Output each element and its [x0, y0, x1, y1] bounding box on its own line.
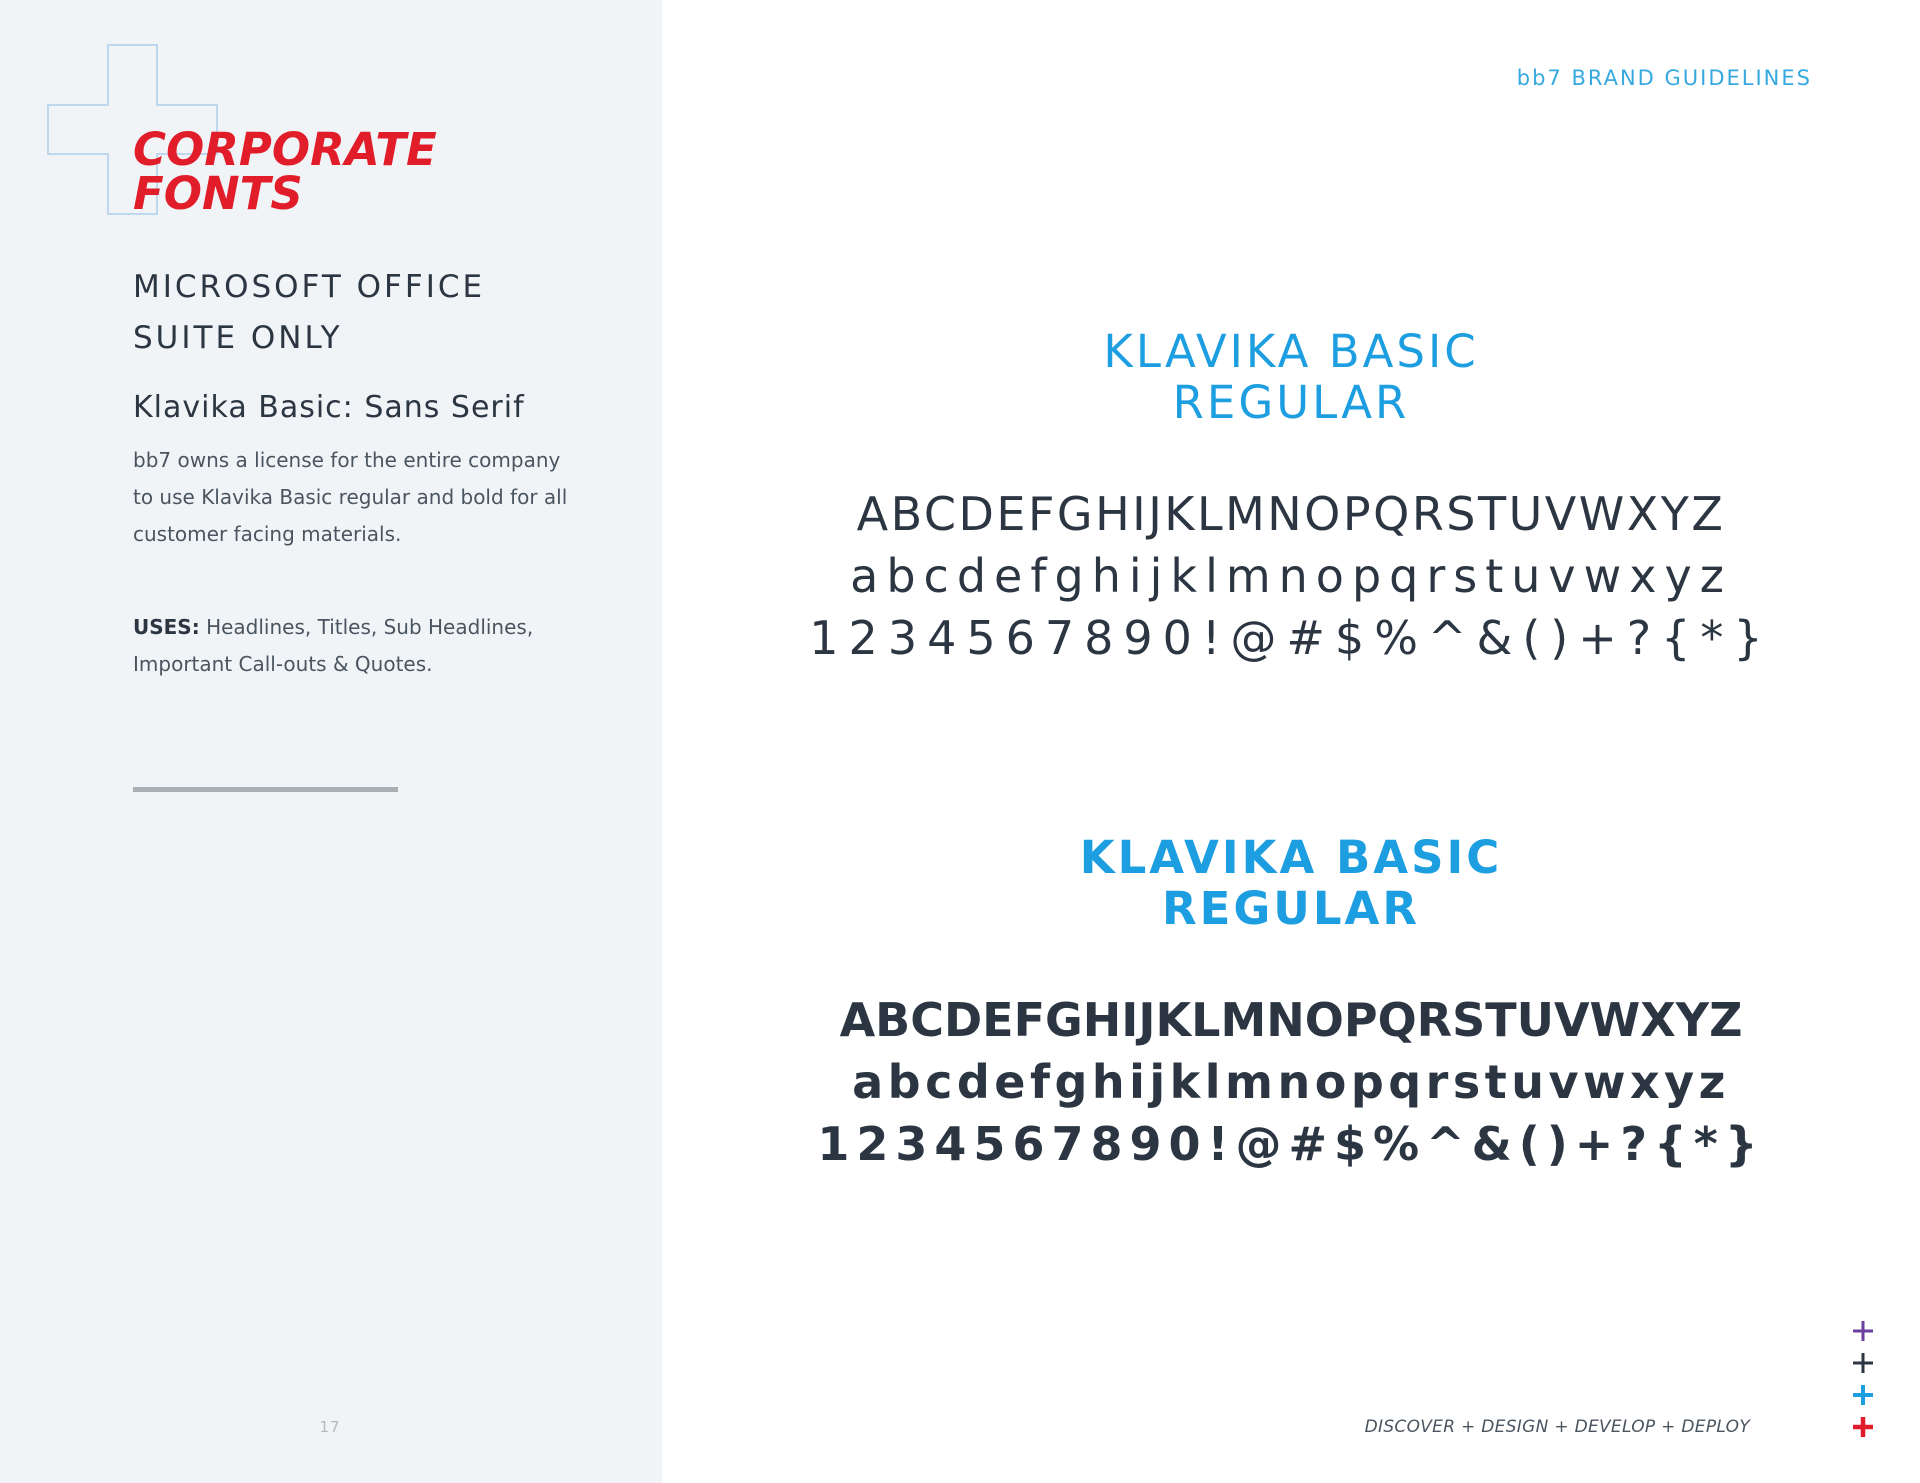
uppercase-glyphs: ABCDEFGHIJKLMNOPQRSTUVWXYZ [856, 487, 1726, 541]
page-number: 17 [319, 1418, 341, 1436]
specimen-title-line-1: KLAVIKA BASIC [1103, 325, 1479, 378]
footer-tagline: DISCOVER + DESIGN + DEVELOP + DEPLOY [1364, 1417, 1750, 1437]
divider-rule [133, 787, 398, 792]
uses-paragraph [133, 609, 573, 683]
glyph-set [662, 483, 1920, 669]
uses-label: USES: [133, 615, 200, 639]
specimen-title-line-1: KLAVIKA BASIC [1079, 831, 1503, 884]
specimen-title-line-2: REGULAR [1172, 376, 1410, 429]
suite-note [133, 262, 485, 364]
glyph-set [662, 989, 1920, 1175]
uppercase-glyphs: ABCDEFGHIJKLMNOPQRSTUVWXYZ [839, 993, 1743, 1047]
font-specimen-regular [662, 326, 1920, 669]
plus-blue-icon [1850, 1382, 1876, 1408]
specimen-title [662, 326, 1920, 428]
lowercase-glyphs: abcdefghijklmnopqrstuvwxyz [852, 1055, 1730, 1109]
suite-note-line-1: MICROSOFT OFFICE [133, 269, 486, 305]
suite-note-line-2: SUITE ONLY [133, 320, 343, 356]
section-title [133, 123, 437, 220]
left-panel [0, 0, 662, 1483]
uses-text: Headlines, Titles, Sub Headlines, Important Call-outs & Quotes. [133, 615, 534, 676]
specimen-title [662, 832, 1920, 934]
font-name-heading: Klavika Basic: Sans Serif [133, 390, 525, 425]
number-symbol-glyphs: 1234567890!@#$%^&()+?{*} [817, 1117, 1765, 1171]
plus-stack [1850, 1318, 1876, 1446]
plus-purple-icon [1850, 1318, 1876, 1344]
specimen-title-line-2: REGULAR [1161, 882, 1421, 935]
section-title-line-1: CORPORATE [133, 123, 437, 176]
font-specimen-bold [662, 832, 1920, 1175]
license-description: bb7 owns a license for the entire company to use Klavika Basic regular and bold for all customer facing materials. [133, 448, 568, 546]
plus-red-icon [1850, 1414, 1876, 1440]
plus-dark-icon [1850, 1350, 1876, 1376]
lowercase-glyphs: abcdefghijklmnopqrstuvwxyz [850, 549, 1732, 603]
running-header: bb7 BRAND GUIDELINES [1516, 66, 1812, 90]
section-title-line-2: FONTS [133, 167, 303, 220]
number-symbol-glyphs: 1234567890!@#$%^&()+?{*} [809, 611, 1773, 665]
